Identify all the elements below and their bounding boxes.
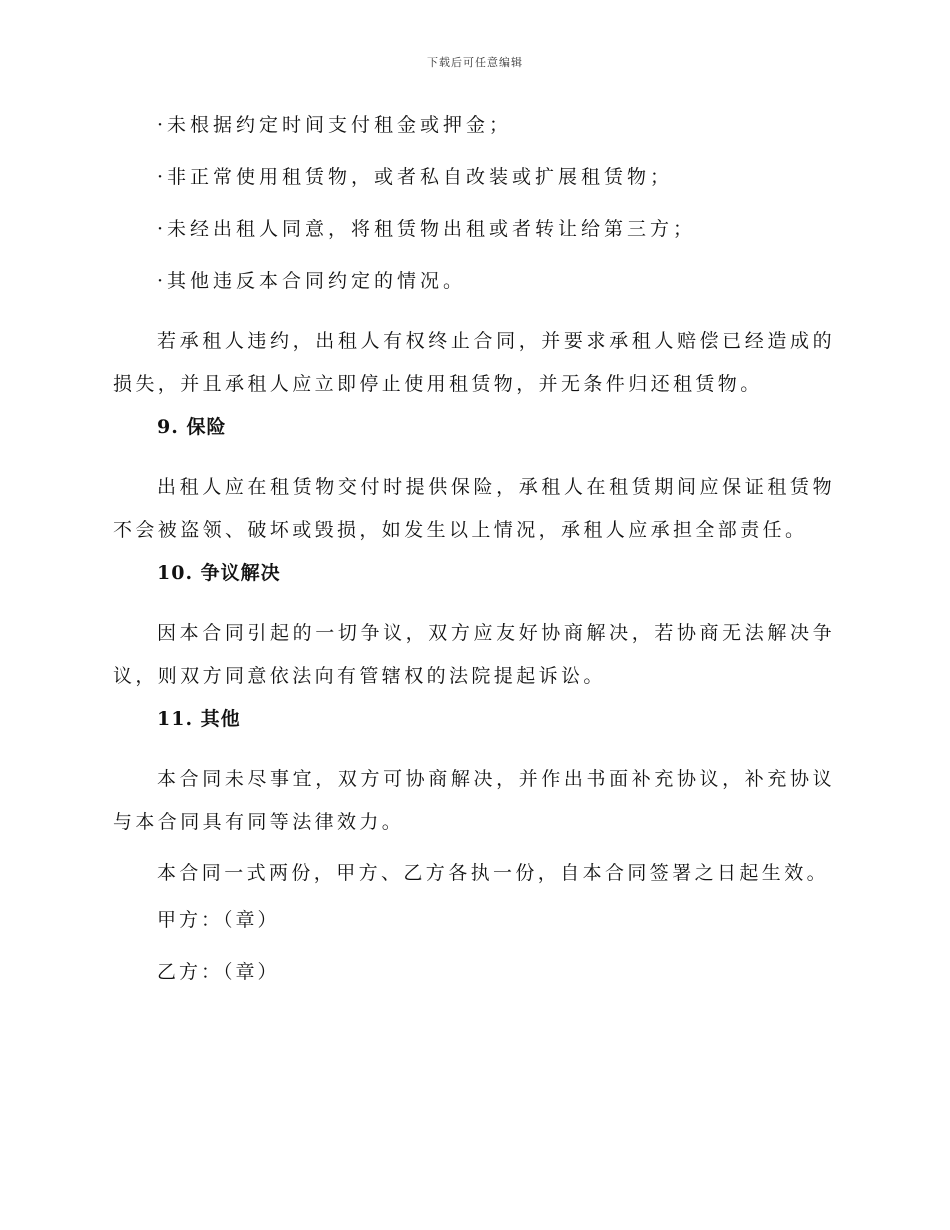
section-heading-other: 11. 其他	[157, 708, 241, 730]
party-b-signature: 乙方：（章）	[157, 961, 280, 983]
list-item: ·其他违反本合同约定的情况。	[157, 270, 467, 292]
insurance-paragraph: 出租人应在租赁物交付时提供保险，承租人在租赁期间应保证租赁物不会被盗领、破坏或毁损，如发生以上情况，承租人应承担全部责任。	[113, 476, 835, 541]
other-paragraph: 本合同未尽事宜，双方可协商解决，并作出书面补充协议，补充协议与本合同具有同等法律效力。	[113, 768, 835, 833]
party-a-signature: 甲方：（章）	[157, 909, 280, 931]
breach-paragraph: 若承租人违约，出租人有权终止合同，并要求承租人赔偿已经造成的损失，并且承租人应立即停止使用租赁物，并无条件归还租赁物。	[113, 330, 835, 395]
list-item: ·未经出租人同意，将租赁物出租或者转让给第三方；	[157, 218, 697, 240]
document-body	[113, 112, 835, 1011]
list-item: ·非正常使用租赁物，或者私自改装或扩展租赁物；	[157, 166, 674, 188]
effective-paragraph: 本合同一式两份，甲方、乙方各执一份，自本合同签署之日起生效。	[157, 862, 830, 884]
section-heading-dispute: 10. 争议解决	[157, 562, 281, 584]
page-header: 下载后可任意编辑	[427, 56, 523, 69]
list-item: ·未根据约定时间支付租金或押金；	[157, 114, 513, 136]
dispute-paragraph: 因本合同引起的一切争议，双方应友好协商解决，若协商无法解决争议，则双方同意依法向有管辖权的法院提起诉讼。	[113, 622, 835, 687]
section-heading-insurance: 9. 保险	[157, 416, 227, 438]
